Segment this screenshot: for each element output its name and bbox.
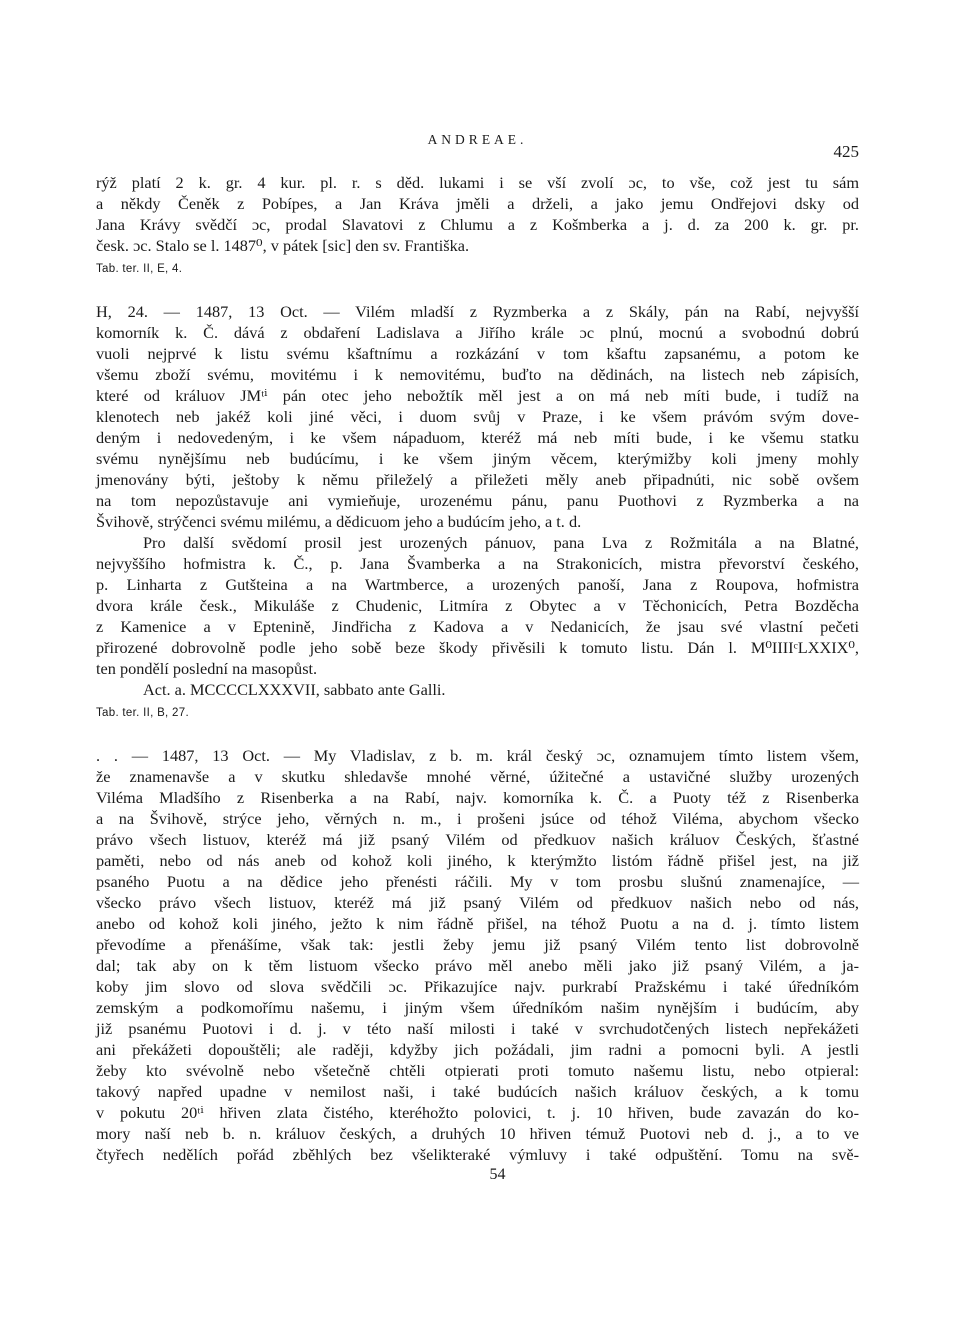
running-head [96,132,859,172]
entry-continuation [96,172,859,280]
entry-vilem-testament [96,301,859,724]
text-line: Švihově, strýčenci svému milému, a dědicuom jeho a budúcím jeho, a t. d. [96,512,582,531]
text-line: Jana Krávy svědčí ɔc, prodal Slavatovi z Chlumu a z Košmberka a j. d. za 200 k. gr. pr. [96,215,859,234]
text-line: dal; tak aby on k těm listuom všecko právo měl anebo měli jako již psaný Vilém, a ja- [96,956,859,975]
text-line: psaného Puotu a na dědice jeho přenésti ráčili. My v tom prosbu slušnú znamenajíce, — [96,872,859,891]
text-line: přirozené dobrovolně podle jeho sobě beze škody přivěsili k tomuto listu. Dán l. M⁰IIIIᶜLXXIX⁰, [96,638,859,657]
text-line: v pokutu 20ᵗⁱ hřiven zlata čistého, kteréhožto polovici, t. j. 10 hřiven, bude zavazán do ko- [96,1103,859,1122]
text-line: a někdy Čeněk z Pobípes, a Jan Kráva jměli a drželi, a jako jemu Ondřejovi dsky od [96,194,859,213]
text-line: na tom nepozůstavuje ani vymieňuje, urozenému pánu, panu Puothovi z Ryzmberka a na [96,491,859,510]
text-line: Act. a. MCCCCLXXXVII, sabbato ante Galli. [143,680,446,699]
text-line: Viléma Mladšího z Risenberka a na Rabí, najv. komorníka k. Č. a Puoty též z Risenberka [96,788,859,807]
text-line: komorník k. Č. dává z obdaření Ladislava a Jiřího krále ɔc plnú, mocnú a svobodnú dobrú [96,323,859,342]
text-line: že znamenavše a v skutku shledavše mnohé věrné, úžitečné a ustavičné služby urozených [96,767,859,786]
running-title: ANDREAE. [427,132,528,147]
entry-heading-line: H, 24. — 1487, 13 Oct. — Vilém mladší z Ryzmberka a z Skály, pán na Rabí, nejvyšší [96,302,859,321]
source-reference: Tab. ter. II, B, 27. [96,707,189,719]
text-line: paměti, nebo od nás aneb od kohož koli jiného, k kterýmžto listóm řádně přišel jest, na již [96,851,859,870]
text-line: všemu zboží svému, movitému i k nemovitému, buďto na dědinách, na listech neb zápisích, [96,365,859,384]
text-line: z Kamenice a v Eptenině, Jindřicha z Kadova a v Nedanicích, že jsau své vlastní pečeti [96,617,859,636]
text-line: koby jim slovo od slova svědčili ɔc. Přikazujíce najv. purkrabí Pražskému i také úředníkóm [96,977,859,996]
text-line: nejvyššího hofmistra k. Č., p. Jana Švamberka a na Strakonicích, mistra převorství českého, [96,554,859,573]
text-line: jmenovány býti, ještoby k němu přileželý a přiležeti měly aneb připadnúti, nic sobě ovšem [96,470,859,489]
printer-signature: 54 [489,1166,506,1183]
text-line: deným i nedovedeným, i ke všem nápaduom, kteréž má neb míti bude, i ke všemu statku [96,428,859,447]
text-line: a na Švihově, strýce jeho, věrných n. m., i prošeni jsúce od téhož Viléma, abychom všecko [96,809,859,828]
text-line: čtyřech nedělích pořád zběhlých bez všelikteraké výmluvy i také odpuštění. Tomu na svě- [96,1145,859,1164]
entry-vladislav-charter [96,745,859,1165]
source-reference: Tab. ter. II, E, 4. [96,263,183,275]
text-line: převodíme a přenášíme, však tak: jestli žeby jemu již psaný Vilém tento list dobrovolně [96,935,859,954]
text-line: vuoli nejprvé k listu svému kšaftnímu a rozkázání v tom kšaftu zapsanému, a potom ke [96,344,859,363]
text-line: zemským a podkomořímu našemu, i jiným všem úředníkóm našim nynějším i budúcím, aby [96,998,859,1017]
text-line: klenotech neb jakéž koli jiné věci, i duom svůj v Praze, i ke všem právóm svým dove- [96,407,859,426]
text-line: anebo od kohož koli jiného, ježto k nim řádně přišel, na téhož Puotu a na d. j. tímto listem [96,914,859,933]
text-line: ten pondělí poslední na masopůst. [96,659,318,678]
text-line: žeby kto svévolně nebo všetečně chtěli otpierati proti tomuto našemu listu, nebo otpieral: [96,1061,859,1080]
text-line: mory naší neb b. n. králuov českých, a druhých 10 hřiven témuž Puotovi neb d. j., a to ve [96,1124,859,1143]
text-line: již psanému Puotovi i d. j. v této naší milosti i také v svrchudotčených listech nepřekážeti [96,1019,859,1038]
page-body [96,132,859,1185]
text-line: právo všech listuov, kteréž má již psaný Vilém od předkuov našich králuov Českých, šťastné [96,830,859,849]
text-line: rýž platí 2 k. gr. 4 kur. pl. r. s děd. lukami i se vší zvolí ɔc, to vše, což jest tu sám [96,173,859,192]
text-line: p. Linharta z Gutšteina a na Wartmberce, a urozených panoší, Jana z Roupova, hofmistra [96,575,859,594]
text-line: dvora krále česk., Mikuláše z Chudenic, Litmíra z Obytec a v Těchonicích, Petra Bozděcha [96,596,859,615]
text-line: Pro další svědomí prosil jest urozených pánuov, pana Lva z Rožmitála a na Blatné, [143,533,859,552]
text-line: všecko právo všech listuov, kteréž má již psaný Vilém od předkuov našich nebo od nás, [96,893,859,912]
page-number: 425 [833,142,859,161]
text-line: takový napřed upadne v nemilost naši, i také budúcích našich králuov českých, a k tomu [96,1082,859,1101]
text-line: které od králuov JMᵗⁱ pán otec jeho nebožtík měl jest a on má neb míti bude, i tudíž na [96,386,859,405]
text-line: svému nynějšímu neb budúcímu, i ke všem jiným věcem, kterýmižby koli jmeny mohly [96,449,859,468]
entry-heading-line: . . — 1487, 13 Oct. — My Vladislav, z b. m. král český ɔc, oznamujem tímto listem všem, [96,746,859,765]
text-line: česk. ɔc. Stalo se l. 1487⁰, v pátek [sic] den sv. Františka. [96,236,470,255]
text-line: ani překážeti dopouštěli; ale raději, kdyžby jich požádali, jim radni a pomocni byli. A jestli [96,1040,859,1059]
